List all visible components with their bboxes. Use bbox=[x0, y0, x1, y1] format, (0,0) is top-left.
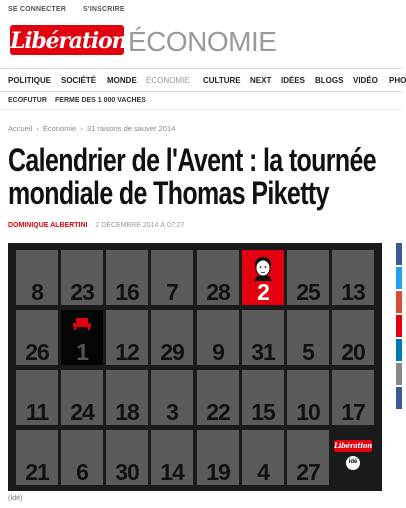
share-more-button[interactable] bbox=[396, 387, 402, 409]
calendar-corner-logo bbox=[332, 430, 374, 485]
door-number: 22 bbox=[206, 399, 230, 425]
piketty-portrait-icon bbox=[251, 255, 275, 281]
article-title: Calendrier de l'Avent : la tournée mondiale de Thomas Piketty bbox=[8, 142, 377, 211]
breadcrumb-series[interactable]: 31 raisons de sauver 2014 bbox=[86, 124, 176, 133]
door-number: 7 bbox=[166, 279, 178, 305]
calendar-door[interactable] bbox=[106, 430, 148, 485]
calendar-door[interactable] bbox=[16, 310, 58, 365]
door-number: 18 bbox=[115, 399, 139, 425]
calendar-door[interactable] bbox=[61, 250, 103, 305]
breadcrumb-economie[interactable]: Économie bbox=[42, 124, 77, 133]
door-number: 29 bbox=[160, 339, 184, 365]
door-number: 27 bbox=[296, 459, 320, 485]
nav-item-video[interactable]: VIDÉO bbox=[353, 76, 378, 85]
advent-calendar bbox=[8, 243, 382, 491]
signup-link[interactable]: S'INSCRIRE bbox=[83, 6, 125, 13]
calendar-door[interactable] bbox=[242, 310, 284, 365]
nav-item-culture[interactable]: CULTURE bbox=[203, 76, 241, 85]
calendar-door[interactable] bbox=[287, 310, 329, 365]
door-number: 24 bbox=[70, 399, 94, 425]
door-number: 31 bbox=[251, 339, 275, 365]
door-number: 8 bbox=[31, 279, 43, 305]
calendar-door[interactable] bbox=[332, 250, 374, 305]
calendar-door[interactable] bbox=[242, 430, 284, 485]
ide-badge-text: idé bbox=[348, 459, 358, 465]
door-number: 19 bbox=[206, 459, 230, 485]
calendar-door[interactable] bbox=[197, 250, 239, 305]
calendar-door[interactable] bbox=[16, 250, 58, 305]
share-email-button[interactable] bbox=[396, 363, 402, 385]
door-number: 16 bbox=[115, 279, 139, 305]
calendar-door-opened[interactable] bbox=[242, 250, 284, 305]
image-credit: (Idé) bbox=[8, 495, 23, 502]
main-nav bbox=[0, 68, 406, 92]
calendar-door[interactable] bbox=[197, 310, 239, 365]
share-facebook-button[interactable] bbox=[396, 243, 402, 265]
door-number: 5 bbox=[302, 339, 314, 365]
calendar-door[interactable] bbox=[151, 310, 193, 365]
calendar-door[interactable] bbox=[332, 310, 374, 365]
ide-badge bbox=[346, 456, 360, 470]
armchair-icon bbox=[70, 315, 94, 331]
door-number: 20 bbox=[341, 339, 365, 365]
calendar-door[interactable] bbox=[61, 430, 103, 485]
liberation-logo[interactable] bbox=[10, 25, 127, 55]
door-number: 3 bbox=[166, 399, 178, 425]
breadcrumb-separator: › bbox=[36, 124, 39, 133]
calendar-door[interactable] bbox=[151, 250, 193, 305]
door-number: 1 bbox=[76, 339, 88, 365]
calendar-door[interactable] bbox=[151, 430, 193, 485]
login-link[interactable]: SE CONNECTER bbox=[8, 6, 67, 13]
liberation-mini-logo bbox=[334, 440, 372, 452]
door-number: 25 bbox=[296, 279, 320, 305]
author-link[interactable]: DOMINIQUE ALBERTINI bbox=[8, 222, 88, 229]
calendar-door[interactable] bbox=[287, 370, 329, 425]
calendar-door[interactable] bbox=[106, 310, 148, 365]
share-twitter-button[interactable] bbox=[396, 267, 402, 289]
mini-logo-text: Libération bbox=[334, 441, 372, 450]
sub-nav bbox=[0, 92, 402, 110]
nav-item-economie[interactable]: ÉCONOMIE bbox=[146, 76, 190, 85]
door-number: 2 bbox=[257, 279, 269, 305]
calendar-door[interactable] bbox=[106, 250, 148, 305]
share-button[interactable] bbox=[396, 315, 402, 337]
share-linkedin-button[interactable] bbox=[396, 339, 402, 361]
nav-item-blogs[interactable]: BLOGS bbox=[315, 76, 344, 85]
door-number: 10 bbox=[296, 399, 320, 425]
door-number: 14 bbox=[160, 459, 184, 485]
calendar-door[interactable] bbox=[16, 430, 58, 485]
calendar-door[interactable] bbox=[332, 370, 374, 425]
calendar-door[interactable] bbox=[16, 370, 58, 425]
door-number: 15 bbox=[251, 399, 275, 425]
calendar-door[interactable] bbox=[106, 370, 148, 425]
door-number: 30 bbox=[115, 459, 139, 485]
nav-item-idees[interactable]: IDÉES bbox=[281, 76, 306, 85]
door-number: 12 bbox=[115, 339, 139, 365]
calendar-door[interactable] bbox=[151, 370, 193, 425]
nav-item-politique[interactable]: POLITIQUE bbox=[8, 76, 52, 85]
breadcrumb bbox=[8, 124, 177, 133]
calendar-door-black[interactable] bbox=[61, 310, 103, 365]
calendar-door[interactable] bbox=[242, 370, 284, 425]
breadcrumb-home[interactable]: Accueil bbox=[8, 124, 33, 133]
subnav-item-ecofutur[interactable]: ECOFUTUR bbox=[8, 97, 47, 104]
calendar-door[interactable] bbox=[197, 370, 239, 425]
nav-item-monde[interactable]: MONDE bbox=[107, 76, 137, 85]
logo-text: Libération bbox=[10, 28, 127, 54]
nav-item-photo[interactable]: PHO bbox=[389, 76, 406, 85]
door-number: 23 bbox=[70, 279, 94, 305]
door-number: 21 bbox=[25, 459, 49, 485]
section-title[interactable]: ÉCONOMIE bbox=[128, 26, 277, 57]
top-bar bbox=[0, 0, 402, 20]
calendar-door[interactable] bbox=[61, 370, 103, 425]
calendar-door[interactable] bbox=[287, 250, 329, 305]
masthead bbox=[0, 22, 402, 64]
publish-date: 2 DÉCEMBRE 2014 À 07:27 bbox=[95, 222, 185, 229]
door-number: 6 bbox=[76, 459, 88, 485]
share-google-button[interactable] bbox=[396, 291, 402, 313]
calendar-door[interactable] bbox=[287, 430, 329, 485]
door-number: 9 bbox=[212, 339, 224, 365]
nav-item-societe[interactable]: SOCIÉTÉ bbox=[61, 76, 97, 85]
calendar-door[interactable] bbox=[197, 430, 239, 485]
nav-item-next[interactable]: NEXT bbox=[250, 76, 272, 85]
door-number: 4 bbox=[257, 459, 269, 485]
door-number: 26 bbox=[25, 339, 49, 365]
door-number: 28 bbox=[206, 279, 230, 305]
door-number: 13 bbox=[341, 279, 365, 305]
door-number: 17 bbox=[341, 399, 365, 425]
breadcrumb-separator: › bbox=[80, 124, 83, 133]
subnav-item-ferme[interactable]: FERME DES 1 000 VACHES bbox=[55, 97, 146, 104]
byline bbox=[8, 222, 185, 229]
door-number: 11 bbox=[25, 399, 49, 425]
